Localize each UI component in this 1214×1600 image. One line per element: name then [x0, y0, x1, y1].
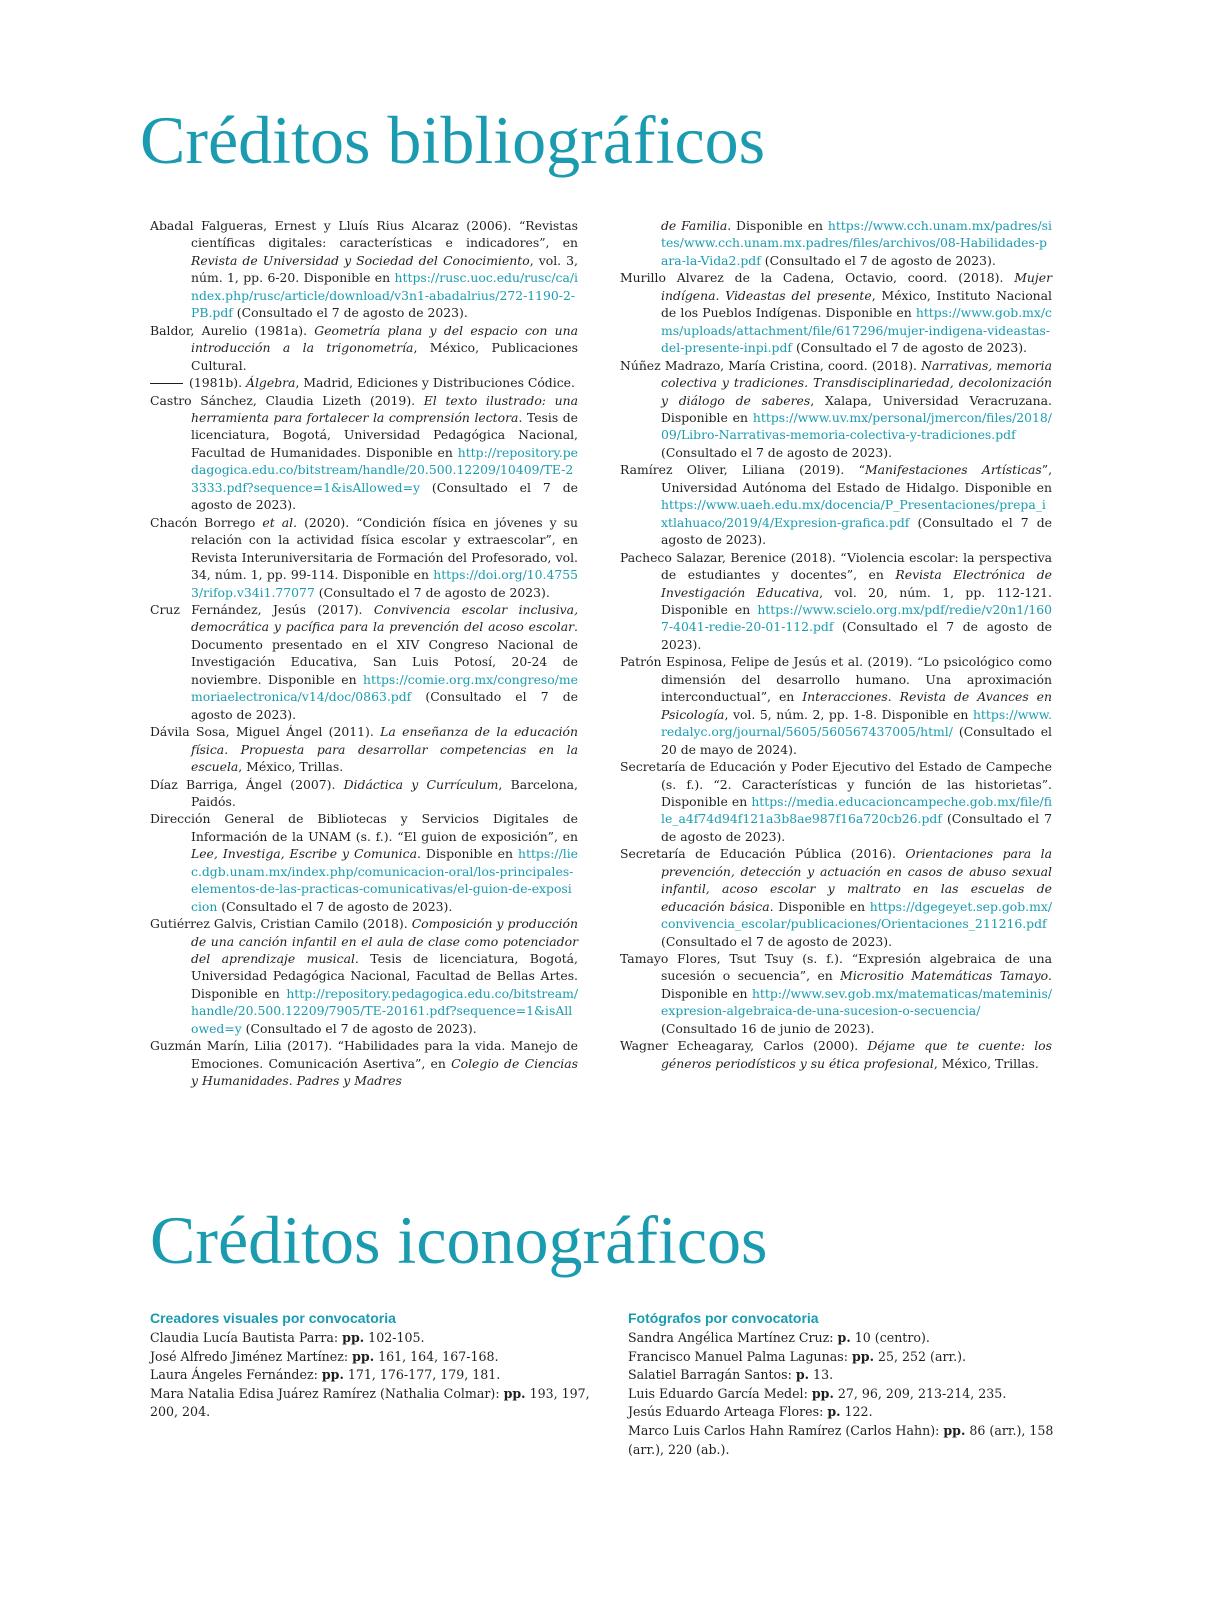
page-title-bibliographic: Créditos bibliográficos — [140, 102, 766, 178]
entry-text: Chacón Borrego — [150, 514, 263, 530]
entry-text: (2020). “Condición física en jóvenes y su relación con la actividad física escolar y extraescolar”, en Revista Interuniversitaria de Formación del Profesorado, vol. 34, núm. 1, pp. 99-114. Disponible en — [191, 514, 578, 583]
entry-title: Interacciones. Revista de Avances en Psicología — [661, 689, 1052, 722]
entry-title: Lee, Investiga, Escribe y Comunica — [191, 846, 417, 862]
credit-pages: 13. — [809, 1367, 834, 1383]
entry-text: Cruz Fernández, Jesús (2017). — [150, 601, 374, 617]
entry-text: Murillo Alvarez de la Cadena, Octavio, coord. (2018). — [620, 270, 1015, 286]
bibliography-entry — [150, 723, 578, 775]
entry-text: , México, Trillas. — [933, 1055, 1039, 1071]
entry-consulted: (Consultado el 7 de agosto de 2023). — [191, 479, 578, 513]
entry-link[interactable]: https://liec.dgb.unam.mx/index.php/comunicacion-oral/los-principales-elementos-de-las-practicas-comunicativas/el-guion-de-exposicion — [191, 846, 578, 914]
entry-link[interactable]: https://media.educacioncampeche.gob.mx/file/file_a4f74d94f121a3b8ae987f16a720cb26.pdf — [661, 793, 1052, 827]
bibliography-right-column — [620, 217, 1052, 1072]
entry-link[interactable]: https://comie.org.mx/congreso/memoriaelectronica/v14/doc/0863.pdf — [191, 671, 578, 705]
entry-link[interactable]: https://doi.org/10.47553/rifop.v34i1.77077 — [191, 567, 578, 600]
entry-text: Núñez Madrazo, María Cristina, coord. (2018). — [620, 357, 922, 373]
credit-entry — [150, 1348, 610, 1367]
credit-pages-label: p. — [837, 1330, 851, 1345]
entry-consulted: (Consultado el 7 de agosto de 2023). — [232, 305, 468, 321]
credit-entry — [150, 1385, 610, 1422]
bibliography-entry — [150, 514, 578, 601]
entry-text: (1981b). — [189, 375, 247, 391]
entry-consulted: (Consultado el 7 de agosto de 2023). — [661, 444, 893, 460]
visual-creators-credits — [150, 1308, 610, 1422]
credit-entry — [628, 1348, 1088, 1367]
entry-text: Guzmán Marín, Lilia (2017). “Habilidades para la vida. Manejo de Emociones. Comunicación Asertiva”, en — [150, 1038, 578, 1071]
bibliography-entry — [150, 1037, 578, 1089]
entry-text: , México, Instituto Nacional de los Pueblos Indígenas. Disponible en — [661, 287, 1052, 321]
bibliography-entry — [620, 845, 1052, 950]
entry-text: Gutiérrez Galvis, Cristian Camilo (2018). — [150, 916, 412, 932]
entry-text: , Xalapa, Universidad Veracruzana. Disponible en — [661, 392, 1052, 425]
credit-name: Salatiel Barragán Santos: — [628, 1367, 796, 1383]
entry-title: Didáctica y Currículum — [343, 776, 499, 792]
bibliography-entry — [150, 776, 578, 811]
entry-text: Ramírez Oliver, Liliana (2019). “ — [620, 462, 865, 478]
entry-consulted: (Consultado el 7 de agosto de 2023). — [661, 514, 1052, 548]
entry-title: La enseñanza de la educación física. Propuesta para desarrollar competencias en la escuela — [191, 724, 578, 775]
bibliography-entry — [620, 461, 1052, 548]
repeat-author-dash — [150, 383, 183, 384]
bibliography-entry — [620, 758, 1052, 845]
entry-title: et al. — [262, 514, 298, 530]
bibliography-entry — [150, 810, 578, 915]
entry-consulted: (Consultado el 20 de mayo de 2024). — [661, 724, 1052, 757]
credit-entry — [628, 1385, 1088, 1404]
entry-link[interactable]: http://repository.pedagogica.edu.co/bitstream/handle/20.500.12209/10409/TE-23333.pdf?sequence=1&isAllowed=y — [191, 444, 578, 495]
credit-pages-label: pp. — [503, 1385, 526, 1401]
entry-link[interactable]: https://www.uaeh.edu.mx/docencia/P_Presentaciones/prepa_ixtlahuaco/2019/4/Expresion-grafica.pdf — [661, 497, 1046, 530]
entry-consulted: (Consultado el 7 de agosto de 2023). — [314, 584, 550, 600]
credit-entry — [628, 1329, 1088, 1348]
entry-consulted: (Consultado el 7 de agosto de 2023). — [241, 1020, 477, 1036]
photographers-credits — [628, 1308, 1088, 1459]
entry-text: , México, Trillas. — [238, 759, 344, 775]
entry-link[interactable]: https://www.uv.mx/personal/jmercon/files/2018/09/Libro-Narrativas-memoria-colectiva-y-tradiciones.pdf — [661, 409, 1052, 443]
credit-name: Claudia Lucía Bautista Parra: — [150, 1330, 343, 1345]
credit-pages: 27, 96, 209, 213-214, 235. — [833, 1385, 1007, 1401]
credit-pages-label: pp. — [811, 1385, 834, 1401]
entry-title: Convivencia escolar inclusiva, democrática y pacífica para la prevención del acoso escolar — [191, 601, 579, 635]
entry-text: , Barcelona, Paidós. — [191, 776, 578, 809]
entry-link[interactable]: https://www.scielo.org.mx/pdf/redie/v20n1/1607-4041-redie-20-01-112.pdf — [661, 601, 1052, 635]
credit-pages-label: pp. — [321, 1367, 344, 1383]
entry-text: , vol. 20, núm. 1, pp. 112-121. Disponible en — [661, 584, 1052, 617]
entry-text: Dirección General de Bibliotecas y Servicios Digitales de Información de la UNAM (s. f.). “El guion de exposición”, en — [150, 811, 578, 844]
photographers-list — [628, 1329, 1088, 1459]
entry-text: . Disponible en — [727, 218, 828, 233]
credit-pages: 25, 252 (arr.). — [873, 1348, 967, 1364]
credit-pages-label: p. — [827, 1404, 841, 1420]
credit-pages-label: pp. — [352, 1348, 375, 1364]
credit-pages: 122. — [840, 1404, 873, 1420]
credit-name: Luis Eduardo García Medel: — [628, 1385, 812, 1401]
credit-pages-label: pp. — [342, 1330, 365, 1345]
entry-consulted: (Consultado el 7 de agosto de 2023). — [760, 252, 996, 268]
entry-text: Tamayo Flores, Tsut Tsuy (s. f.). “Expresión algebraica de una sucesión o secuencia”, en — [620, 951, 1052, 984]
entry-text: . Disponible en — [769, 898, 870, 914]
entry-title: El texto ilustrado: una herramienta para fortalecer la comprensión lectora — [191, 392, 578, 425]
entry-consulted: (Consultado 16 de junio de 2023). — [661, 1020, 875, 1036]
entry-text: Díaz Barriga, Ángel (2007). — [150, 776, 344, 792]
entry-title: Colegio de Ciencias y Humanidades. Padres y Madres — [191, 1055, 578, 1089]
bibliography-entry — [150, 915, 578, 1037]
bibliography-entry — [620, 1037, 1052, 1072]
entry-consulted: (Consultado el 7 de agosto de 2023). — [217, 898, 453, 914]
credit-pages-label: pp. — [851, 1348, 874, 1364]
entry-link[interactable]: https://rusc.uoc.edu/rusc/ca/index.php/rusc/article/download/v3n1-abadalrius/272-1190-2-PB.pdf — [191, 270, 578, 321]
credit-pages: 10 (centro). — [850, 1330, 930, 1345]
entry-text: Castro Sánchez, Claudia Lizeth (2019). — [150, 392, 424, 408]
entry-consulted: (Consultado el 7 de agosto de 2023). — [661, 619, 1052, 652]
entry-text: . Tesis de licenciatura, Bogotá, Universidad Pedagógica Nacional, Facultad de Humanidades. Disponible en — [191, 409, 579, 460]
bibliography-entry — [620, 653, 1052, 758]
entry-text: , vol. 5, núm. 2, pp. 1-8. Disponible en — [724, 706, 973, 722]
credit-entry — [628, 1366, 1088, 1385]
entry-text: Abadal Falgueras, Ernest y Lluís Rius Alcaraz (2006). “Revistas científicas digitales: características e indicadores”, en — [150, 218, 578, 251]
entry-link[interactable]: https://www.redalyc.org/journal/5605/560567437005/html/ — [661, 706, 1052, 740]
visual-creators-heading: Creadores visuales por convocatoria — [150, 1310, 396, 1326]
entry-title: Revista Electrónica de Investigación Educativa — [661, 567, 1052, 600]
credit-pages: 86 (arr.), 158 (arr.), 220 (ab.). — [628, 1422, 1054, 1457]
bibliography-entry — [620, 950, 1052, 1037]
entry-title: Déjame que te cuente: los géneros periodísticos y su ética profesional — [661, 1038, 1052, 1071]
entry-link[interactable]: https://dgegeyet.sep.gob.mx/convivencia_escolar/publicaciones/Orientaciones_211216.pdf — [661, 898, 1052, 932]
entry-title: Composición y producción de una canción infantil en el aula de clase como potenciador del aprendizaje musical — [191, 916, 578, 967]
credit-pages-label: p. — [795, 1367, 810, 1383]
entry-title: Revista de Universidad y Sociedad del Conocimiento — [191, 252, 530, 268]
entry-text: ”, Universidad Autónoma del Estado de Hidalgo. Disponible en — [661, 462, 1053, 495]
entry-link[interactable]: http://repository.pedagogica.edu.co/bitstream/handle/20.500.12209/7905/TE-20161.pdf?sequence=1&isAllowed=y — [191, 985, 578, 1036]
credit-name: Mara Natalia Edisa Juárez Ramírez (Nathalia Colmar): — [150, 1385, 504, 1401]
entry-title: Micrositio Matemáticas Tamayo — [840, 968, 1049, 984]
entry-title: Geometría plana y del espacio con una introducción a la trigonometría — [191, 322, 578, 356]
credit-name: Laura Ángeles Fernández: — [150, 1367, 322, 1383]
bibliography-entry — [150, 217, 578, 322]
credit-pages-label: pp. — [943, 1422, 966, 1438]
credit-name: Marco Luis Carlos Hahn Ramírez (Carlos Hahn): — [628, 1422, 944, 1438]
bibliography-entry — [620, 217, 1052, 269]
credit-name: Sandra Angélica Martínez Cruz: — [628, 1330, 838, 1345]
bibliography-entry — [150, 322, 578, 374]
entry-link[interactable]: http://www.sev.gob.mx/matematicas/mateminis/expresion-algebraica-de-una-sucesion-o-secuencia/ — [661, 985, 1052, 1019]
credit-pages: 102-105. — [364, 1330, 425, 1345]
bibliography-entry — [150, 601, 578, 723]
entry-text: Pacheco Salazar, Berenice (2018). “Violencia escolar: la perspectiva de estudiantes y docentes”, en — [620, 549, 1052, 583]
entry-title: Narrativas, memoria colectiva y tradiciones. Transdisciplinariedad, decolonización y diálogo de saberes — [661, 357, 1052, 408]
credit-pages: 193, 197, 200, 204. — [150, 1385, 590, 1420]
credit-pages: 171, 176-177, 179, 181. — [343, 1367, 501, 1383]
entry-text: Patrón Espinosa, Felipe de Jesús et al. (2019). “Lo psicológico como dimensión del desarrollo humano. Una aproximación interconductual”, en — [620, 654, 1052, 705]
entry-text: , México, Publicaciones Cultural. — [191, 340, 578, 373]
bibliography-entry — [620, 549, 1052, 654]
entry-text: , vol. 3, núm. 1, pp. 6-20. Disponible en — [191, 252, 578, 286]
entry-link[interactable]: https://www.gob.mx/cms/uploads/attachment/file/617296/mujer-indigena-videastas-del-presente-inpi.pdf — [661, 305, 1052, 356]
entry-consulted: (Consultado el 7 de agosto de 2023). — [792, 340, 1027, 356]
credit-name: Jesús Eduardo Arteaga Flores: — [628, 1404, 828, 1420]
credit-entry — [150, 1366, 610, 1385]
entry-text: Wagner Echeagaray, Carlos (2000). — [620, 1038, 868, 1054]
credit-entry — [150, 1329, 610, 1348]
bibliography-left-column — [150, 217, 578, 1090]
entry-title: Álgebra — [246, 375, 296, 391]
entry-title: Orientaciones para la prevención, detección y actuación en casos de abuso sexual infantil, acoso escolar y maltrato en las escuelas de educación básica — [661, 846, 1052, 914]
credit-name: Francisco Manuel Palma Lagunas: — [628, 1348, 852, 1364]
entry-text: Secretaría de Educación y Poder Ejecutivo del Estado de Campeche (s. f.). “2. Características y función de las historietas”. Disponible en — [620, 759, 1052, 809]
entry-consulted: (Consultado el 7 de agosto de 2023). — [661, 933, 893, 949]
credit-name: José Alfredo Jiménez Martínez: — [150, 1348, 353, 1364]
bibliography-entry — [150, 374, 578, 391]
credit-entry — [628, 1422, 1088, 1459]
entry-text: Secretaría de Educación Pública (2016). — [620, 846, 906, 862]
bibliography-entry — [150, 392, 578, 514]
photographers-heading: Fotógrafos por convocatoria — [628, 1310, 819, 1326]
entry-title: de Familia — [661, 218, 728, 233]
entry-text: Baldor, Aurelio (1981a). — [150, 322, 315, 338]
credit-entry — [628, 1403, 1088, 1422]
entry-text: . Disponible en — [416, 846, 518, 862]
entry-title: Mujer indígena. Videastas del presente — [661, 270, 1052, 303]
entry-text: . Disponible en — [661, 968, 1052, 1001]
bibliography-entry — [620, 269, 1052, 356]
visual-creators-list — [150, 1329, 610, 1422]
page-title-iconographic: Créditos iconográficos — [150, 1202, 768, 1278]
entry-text: Dávila Sosa, Miguel Ángel (2011). — [150, 724, 381, 740]
entry-text: , Madrid, Ediciones y Distribuciones Códice. — [295, 375, 575, 391]
entry-consulted: (Consultado el 7 de agosto de 2023). — [661, 811, 1052, 844]
credit-pages: 161, 164, 167-168. — [374, 1348, 499, 1364]
entry-link[interactable]: https://www.cch.unam.mx/padres/sites/www.cch.unam.mx.padres/files/archivos/08-Habilidades-para-la-Vida2.pdf — [661, 218, 1052, 268]
entry-text: . Tesis de licenciatura, Bogotá, Universidad Pedagógica Nacional, Facultad de Bellas Artes. Disponible en — [191, 951, 578, 1001]
entry-text: . Documento presentado en el XIV Congreso Nacional de Investigación Educativa, San Luis Potosí, 20-24 de noviembre. Disponible en — [191, 619, 578, 687]
bibliography-entry — [620, 357, 1052, 462]
entry-title: Manifestaciones Artísticas — [864, 462, 1042, 478]
entry-consulted: (Consultado el 7 de agosto de 2023). — [191, 689, 578, 722]
